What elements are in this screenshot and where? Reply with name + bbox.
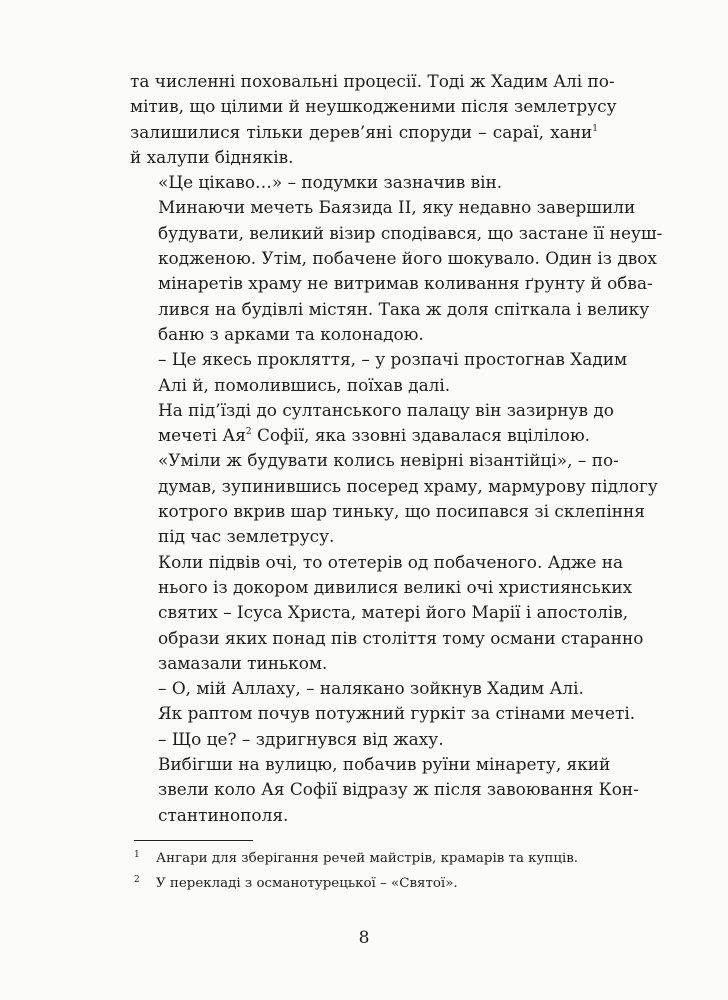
text-line: нього із докором дивилися великі очі християнських <box>158 576 633 597</box>
footnote-mark: 2 <box>134 875 140 885</box>
paragraph <box>130 347 628 398</box>
text-line: На під’їзді до султанського палацу він зазирнув до <box>158 399 614 420</box>
text-line: «Це цікаво…» – подумки зазначив він. <box>158 172 503 193</box>
text-line: образи яких понад пів століття тому османи старанно <box>158 627 644 648</box>
text-line: Алі й, помолившись, поїхав далі. <box>158 374 451 395</box>
text-line: й халупи бідняків. <box>130 146 294 167</box>
text-line: – Це якесь прокляття, – у розпачі простогнав Хадим <box>158 349 628 370</box>
text-line: котрого вкрив шар тиньку, що посипався зі склепіння <box>158 501 645 522</box>
text-line: «Уміли ж будувати колись невірні візантійці», – по- <box>158 450 619 471</box>
text-line: Коли підвів очі, то отетерів од побаченого. Адже на <box>158 551 624 572</box>
paragraph <box>130 69 617 170</box>
paragraph <box>130 170 598 195</box>
footnote-text: У перекладі з османотурецької – «Святої». <box>156 876 458 891</box>
paragraph <box>130 676 598 701</box>
text-line: кодженою. Утім, побачене його шокувало. Один із двох <box>158 248 657 269</box>
footnote <box>134 873 604 894</box>
paragraph <box>130 398 614 449</box>
paragraph <box>130 195 663 347</box>
text-line: залишилися тільки дерев’яні споруди – сараї, хани$^1$ <box>130 121 598 142</box>
footnote-ref: 2 <box>245 427 252 438</box>
text-line: мечеті $Ая^2$ Софії, яка ззовні здавалася вцілілою. <box>158 425 591 446</box>
text-line: Минаючи мечеть Баязида II, яку недавно завершили <box>158 197 636 218</box>
paragraph <box>130 448 658 549</box>
footnote-text: Ангари для зберігання речей майстрів, крамарів та купців. <box>156 851 579 866</box>
text-line: стантинополя. <box>158 804 289 825</box>
text-line: думав, зупинившись посеред храму, мармурову підлогу <box>158 475 658 496</box>
paragraph <box>130 752 639 828</box>
text-line: баню з арками та колонадою. <box>158 323 424 344</box>
text-line: замазали тиньком. <box>158 652 328 673</box>
footnote-separator <box>134 840 253 841</box>
text-line: будувати, великий візир сподівався, що застане її неуш- <box>158 222 663 243</box>
text-line: мінаретів храму не витримав коливання ґрунту й обва- <box>158 273 653 294</box>
text-line: мітив, що цілими й неушкодженими після землетрусу <box>130 96 617 117</box>
footnote <box>134 848 604 869</box>
text-line: – Що це? – здригнувся від жаху. <box>158 728 444 749</box>
paragraph <box>130 701 636 726</box>
text-line: – О, мій Аллаху, – налякано зойкнув Хадим Алі. <box>158 678 584 699</box>
body-text <box>130 69 663 828</box>
text-line: лився на будівлі містян. Така ж доля спіткала і велику <box>158 298 650 319</box>
footnote-mark: 1 <box>134 850 140 860</box>
text-line: звели коло Ая Софії відразу ж після завоювання Кон- <box>158 779 639 800</box>
page-number: 8 <box>358 928 370 948</box>
footnote-ref: 1 <box>592 123 598 134</box>
text-line: Як раптом почув потужний гуркіт за стінами мечеті. <box>158 703 636 724</box>
footnotes <box>134 848 604 898</box>
paragraph <box>130 727 598 752</box>
text-line: під час землетрусу. <box>158 526 335 547</box>
paragraph <box>130 550 644 676</box>
text-line: святих – Ісуса Христа, матері його Марії і апостолів, <box>158 602 629 623</box>
text-line: Вибігши на вулицю, побачив руїни мінарету, який <box>158 754 611 775</box>
text-line: та численні поховальні процесії. Тоді ж Хадим Алі по- <box>130 71 615 91</box>
